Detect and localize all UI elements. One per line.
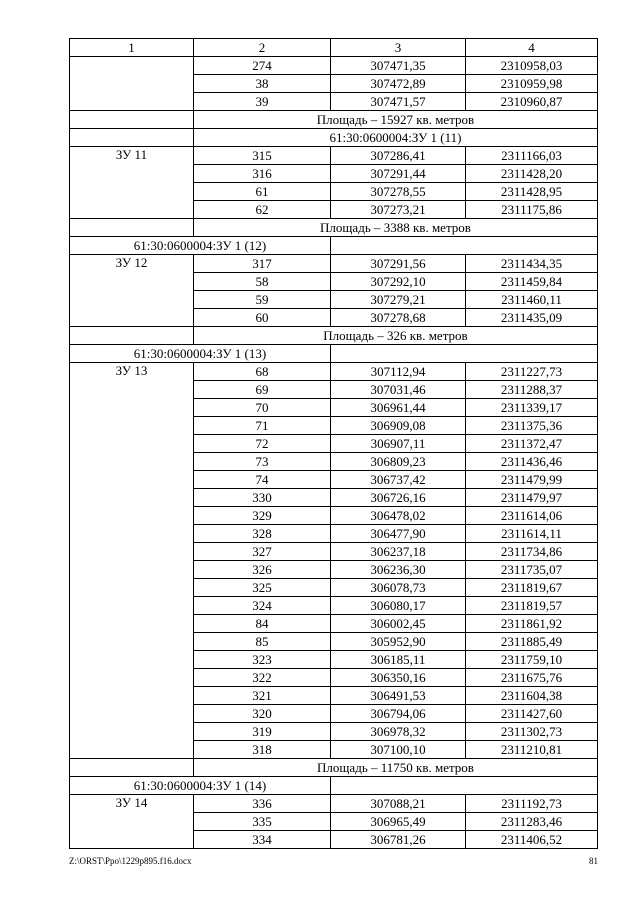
parcel-label: ЗУ 11 <box>70 147 194 219</box>
coordinate-x: 306185,11 <box>331 651 466 669</box>
area-row <box>70 219 598 237</box>
coordinate-x: 307088,21 <box>331 795 466 813</box>
point-number: 335 <box>194 813 331 831</box>
coordinate-y: 2311192,73 <box>466 795 598 813</box>
empty-cell <box>70 129 194 147</box>
coordinate-x: 307286,41 <box>331 147 466 165</box>
column-header: 2 <box>194 39 331 57</box>
point-number: 62 <box>194 201 331 219</box>
area-row <box>70 327 598 345</box>
point-number: 325 <box>194 579 331 597</box>
coordinate-x: 307273,21 <box>331 201 466 219</box>
coordinate-y: 2311861,92 <box>466 615 598 633</box>
coordinate-y: 2311435,09 <box>466 309 598 327</box>
table-row <box>70 255 598 273</box>
coordinate-x: 306781,26 <box>331 831 466 849</box>
parcel-label: ЗУ 12 <box>70 255 194 327</box>
coordinate-x: 307471,57 <box>331 93 466 111</box>
empty-cell <box>331 345 598 363</box>
point-number: 60 <box>194 309 331 327</box>
area-text: Площадь – 11750 кв. метров <box>194 759 598 777</box>
coordinate-y: 2311819,67 <box>466 579 598 597</box>
area-row <box>70 759 598 777</box>
point-number: 321 <box>194 687 331 705</box>
coordinate-y: 2311428,95 <box>466 183 598 201</box>
coordinate-x: 306909,08 <box>331 417 466 435</box>
point-number: 74 <box>194 471 331 489</box>
area-row <box>70 111 598 129</box>
coordinates-table-body <box>70 39 598 849</box>
area-text: Площадь – 15927 кв. метров <box>194 111 598 129</box>
coordinate-x: 306978,32 <box>331 723 466 741</box>
coordinate-y: 2311604,38 <box>466 687 598 705</box>
coordinate-x: 306002,45 <box>331 615 466 633</box>
coordinate-x: 306350,16 <box>331 669 466 687</box>
coordinate-y: 2311436,46 <box>466 453 598 471</box>
table-row <box>70 57 598 75</box>
coordinate-y: 2310958,03 <box>466 57 598 75</box>
empty-cell <box>70 759 194 777</box>
coordinate-y: 2311288,37 <box>466 381 598 399</box>
point-number: 318 <box>194 741 331 759</box>
point-number: 322 <box>194 669 331 687</box>
point-number: 72 <box>194 435 331 453</box>
coordinate-y: 2311885,49 <box>466 633 598 651</box>
coordinate-y: 2311479,99 <box>466 471 598 489</box>
coordinate-y: 2311614,06 <box>466 507 598 525</box>
empty-cell <box>331 777 598 795</box>
point-number: 84 <box>194 615 331 633</box>
coordinate-x: 307112,94 <box>331 363 466 381</box>
coordinate-x: 305952,90 <box>331 633 466 651</box>
empty-cell <box>70 111 194 129</box>
column-header: 1 <box>70 39 194 57</box>
coordinate-y: 2311175,86 <box>466 201 598 219</box>
coordinate-x: 306794,06 <box>331 705 466 723</box>
area-text: Площадь – 326 кв. метров <box>194 327 598 345</box>
coordinate-y: 2311675,76 <box>466 669 598 687</box>
empty-cell <box>331 237 598 255</box>
coordinate-y: 2311459,84 <box>466 273 598 291</box>
coordinate-y: 2310959,98 <box>466 75 598 93</box>
column-header: 4 <box>466 39 598 57</box>
point-number: 334 <box>194 831 331 849</box>
point-number: 316 <box>194 165 331 183</box>
coordinate-y: 2311735,07 <box>466 561 598 579</box>
point-number: 319 <box>194 723 331 741</box>
coordinate-x: 306478,02 <box>331 507 466 525</box>
coordinate-x: 307472,89 <box>331 75 466 93</box>
point-number: 326 <box>194 561 331 579</box>
coordinate-y: 2311427,60 <box>466 705 598 723</box>
coordinate-x: 307292,10 <box>331 273 466 291</box>
point-number: 59 <box>194 291 331 309</box>
cadastral-row <box>70 237 598 255</box>
column-header: 3 <box>331 39 466 57</box>
coordinates-table <box>69 38 598 849</box>
coordinate-y: 2311819,57 <box>466 597 598 615</box>
cadastral-row <box>70 777 598 795</box>
point-number: 336 <box>194 795 331 813</box>
footer-page-number: 81 <box>589 856 598 866</box>
point-number: 317 <box>194 255 331 273</box>
point-number: 324 <box>194 597 331 615</box>
coordinate-x: 306809,23 <box>331 453 466 471</box>
table-row <box>70 363 598 381</box>
point-number: 323 <box>194 651 331 669</box>
coordinate-y: 2311406,52 <box>466 831 598 849</box>
coordinate-x: 306907,11 <box>331 435 466 453</box>
coordinate-x: 306078,73 <box>331 579 466 597</box>
coordinate-y: 2311227,73 <box>466 363 598 381</box>
point-number: 58 <box>194 273 331 291</box>
cadastral-row <box>70 345 598 363</box>
coordinate-y: 2311375,36 <box>466 417 598 435</box>
coordinate-y: 2311428,20 <box>466 165 598 183</box>
coordinate-y: 2311302,73 <box>466 723 598 741</box>
cadastral-number: 61:30:0600004:ЗУ 1 (11) <box>194 129 598 147</box>
point-number: 327 <box>194 543 331 561</box>
point-number: 85 <box>194 633 331 651</box>
coordinate-x: 307291,44 <box>331 165 466 183</box>
parcel-label: ЗУ 13 <box>70 363 194 759</box>
coordinate-x: 306477,90 <box>331 525 466 543</box>
coordinate-y: 2311166,03 <box>466 147 598 165</box>
coordinate-x: 307291,56 <box>331 255 466 273</box>
coordinate-y: 2311479,97 <box>466 489 598 507</box>
coordinate-x: 307278,68 <box>331 309 466 327</box>
coordinate-y: 2311759,10 <box>466 651 598 669</box>
coordinate-y: 2310960,87 <box>466 93 598 111</box>
coordinate-x: 306237,18 <box>331 543 466 561</box>
cadastral-number: 61:30:0600004:ЗУ 1 (12) <box>70 237 331 255</box>
cadastral-number: 61:30:0600004:ЗУ 1 (13) <box>70 345 331 363</box>
header-row <box>70 39 598 57</box>
point-number: 329 <box>194 507 331 525</box>
point-number: 61 <box>194 183 331 201</box>
coordinate-y: 2311614,11 <box>466 525 598 543</box>
coordinate-x: 307279,21 <box>331 291 466 309</box>
cadastral-row <box>70 129 598 147</box>
cadastral-number: 61:30:0600004:ЗУ 1 (14) <box>70 777 331 795</box>
point-number: 69 <box>194 381 331 399</box>
parcel-label: ЗУ 14 <box>70 795 194 849</box>
coordinate-y: 2311210,81 <box>466 741 598 759</box>
parcel-label <box>70 57 194 111</box>
empty-cell <box>70 327 194 345</box>
coordinate-x: 306737,42 <box>331 471 466 489</box>
point-number: 39 <box>194 93 331 111</box>
coordinate-y: 2311372,47 <box>466 435 598 453</box>
coordinate-x: 306080,17 <box>331 597 466 615</box>
table-row <box>70 795 598 813</box>
coordinate-x: 306726,16 <box>331 489 466 507</box>
coordinate-x: 307100,10 <box>331 741 466 759</box>
area-text: Площадь – 3388 кв. метров <box>194 219 598 237</box>
coordinate-x: 306491,53 <box>331 687 466 705</box>
coordinate-x: 307031,46 <box>331 381 466 399</box>
point-number: 328 <box>194 525 331 543</box>
coordinate-x: 306961,44 <box>331 399 466 417</box>
coordinate-y: 2311434,35 <box>466 255 598 273</box>
empty-cell <box>70 219 194 237</box>
point-number: 70 <box>194 399 331 417</box>
point-number: 320 <box>194 705 331 723</box>
coordinate-x: 307471,35 <box>331 57 466 75</box>
point-number: 73 <box>194 453 331 471</box>
point-number: 68 <box>194 363 331 381</box>
point-number: 315 <box>194 147 331 165</box>
footer-file-path: Z:\ORST\Ppo\1229p895.f16.docx <box>69 856 192 866</box>
point-number: 330 <box>194 489 331 507</box>
coordinate-y: 2311283,46 <box>466 813 598 831</box>
table-row <box>70 147 598 165</box>
point-number: 71 <box>194 417 331 435</box>
coordinate-x: 306236,30 <box>331 561 466 579</box>
coordinate-y: 2311460,11 <box>466 291 598 309</box>
coordinate-x: 307278,55 <box>331 183 466 201</box>
coordinate-y: 2311734,86 <box>466 543 598 561</box>
point-number: 274 <box>194 57 331 75</box>
point-number: 38 <box>194 75 331 93</box>
coordinate-y: 2311339,17 <box>466 399 598 417</box>
coordinate-x: 306965,49 <box>331 813 466 831</box>
